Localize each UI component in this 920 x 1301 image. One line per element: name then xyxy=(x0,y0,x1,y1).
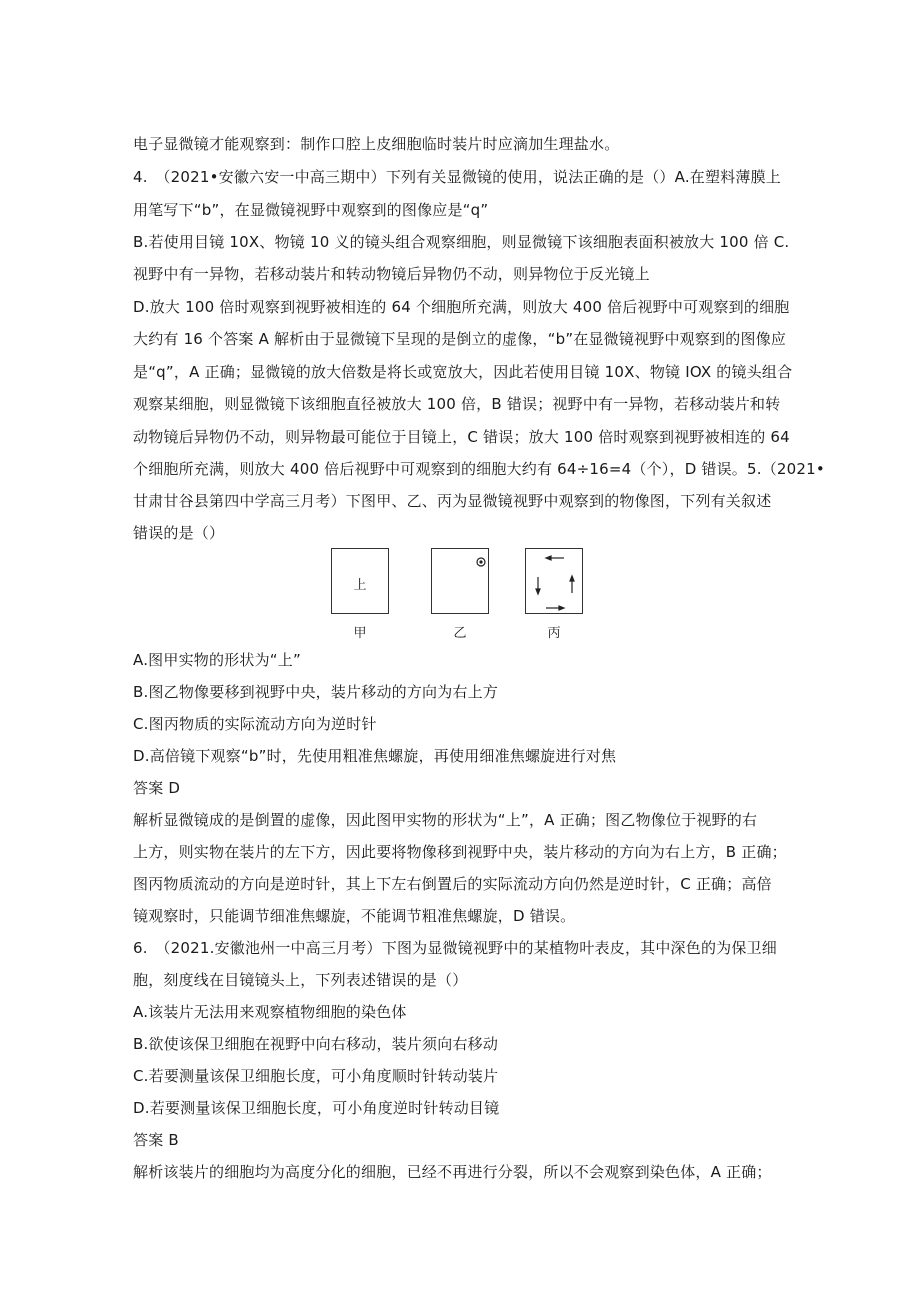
explanation-text: 图丙物质流动的方向是逆时针，其上下左右倒置后的实际流动方向仍然是逆时针，C 正确；高倍 xyxy=(133,875,772,893)
figure-label-jia: 甲 xyxy=(353,626,367,641)
figure-label-yi: 乙 xyxy=(453,626,467,641)
view-box-jia xyxy=(331,548,389,614)
text-line: 视野中有一异物，若移动装片和转动物镜后异物仍不动，则异物位于反光镜上 xyxy=(133,265,650,283)
cell-spot-icon xyxy=(432,549,490,615)
microscope-view-figure xyxy=(331,548,591,640)
question-4-stem: 4. （2021•安徽六安一中高三期中）下列有关显微镜的使用，说法正确的是（）A.在塑料薄膜上 xyxy=(133,168,782,186)
text-line: 观察某细胞，则显微镜下该细胞直径被放大 100 倍，B 错误；视野中有一异物，若移动装片和转 xyxy=(133,395,781,413)
option-b: B.欲使该保卫细胞在视野中向右移动，装片须向右移动 xyxy=(133,1035,499,1053)
option-d: D.高倍镜下观察“b”时，先使用粗准焦螺旋，再使用细准焦螺旋进行对焦 xyxy=(133,747,617,765)
text-line: 动物镜后异物仍不动，则异物最可能位于目镜上，C 错误；放大 100 倍时观察到视野被相连的 64 xyxy=(133,428,790,446)
answer-label: 答案 B xyxy=(133,1131,179,1149)
box-jia-character: 上 xyxy=(353,578,367,593)
flow-arrows-icon xyxy=(526,549,584,615)
text-line: 是“q”，A 正确；显微镜的放大倍数是将长或宽放大，因此若使用目镜 10X、物镜 IOX 的镜头组合 xyxy=(133,363,793,381)
explanation-text: 上方，则实物在装片的左下方，因此要将物像移到视野中央，装片移动的方向为右上方，B 正确； xyxy=(133,843,787,861)
option-b: B.图乙物像要移到视野中央，装片移动的方向为右上方 xyxy=(133,683,499,701)
option-a: A.该装片无法用来观察植物细胞的染色体 xyxy=(133,1003,407,1021)
explanation-text: 镜观察时，只能调节细准焦螺旋，不能调节粗准焦螺旋，D 错误。 xyxy=(133,907,576,925)
answer-label: 答案 D xyxy=(133,779,181,797)
text-line: 用笔写下“b”，在显微镜视野中观察到的图像应是“q” xyxy=(133,201,489,219)
explanation-text: 解析显微镜成的是倒置的虚像，因此图甲实物的形状为“上”，A 正确；图乙物像位于视野的右 xyxy=(133,811,758,829)
option-d: D.若要测量该保卫细胞长度，可小角度逆时针转动目镜 xyxy=(133,1099,500,1117)
explanation-text: 解析该装片的细胞均为高度分化的细胞，已经不再进行分裂，所以不会观察到染色体，A 正确； xyxy=(133,1163,772,1181)
option-c: C.若要测量该保卫细胞长度，可小角度顺时针转动装片 xyxy=(133,1067,499,1085)
text-line: 大约有 16 个答案 A 解析由于显微镜下呈现的是倒立的虚像，“b”在显微镜视野中观察到的图像应 xyxy=(133,330,787,348)
view-box-bing xyxy=(525,548,583,614)
view-box-yi xyxy=(431,548,489,614)
question-5-stem: 甘肃甘谷县第四中学高三月考）下图甲、乙、丙为显微镜视野中观察到的物像图，下列有关叙述 xyxy=(133,492,772,510)
option-d: D.放大 100 倍时观察到视野被相连的 64 个细胞所充满，则放大 400 倍后视野中可观察到的细胞 xyxy=(133,298,790,316)
text-line: 胞，刻度线在目镜镜头上，下列表述错误的是（） xyxy=(133,971,468,989)
option-c: C.图丙物质的实际流动方向为逆时针 xyxy=(133,715,377,733)
text-line: 个细胞所充满，则放大 400 倍后视野中可观察到的细胞大约有 64÷16=4（个），D 错误。5.（2021• xyxy=(133,460,825,478)
text-line: 错误的是（） xyxy=(133,524,225,542)
text-line: 电子显微镜才能观察到：制作口腔上皮细胞临时装片时应滴加生理盐水。 xyxy=(133,135,620,153)
figure-label-bing: 丙 xyxy=(547,626,561,641)
question-6-stem: 6. （2021.安徽池州一中高三月考）下图为显微镜视野中的某植物叶表皮，其中深色的为保卫细 xyxy=(133,939,777,957)
option-b: B.若使用目镜 10X、物镜 10 义的镜头组合观察细胞，则显微镜下该细胞表面积被放大 100 倍 C. xyxy=(133,233,790,251)
option-a: A.图甲实物的形状为“上” xyxy=(133,651,301,669)
